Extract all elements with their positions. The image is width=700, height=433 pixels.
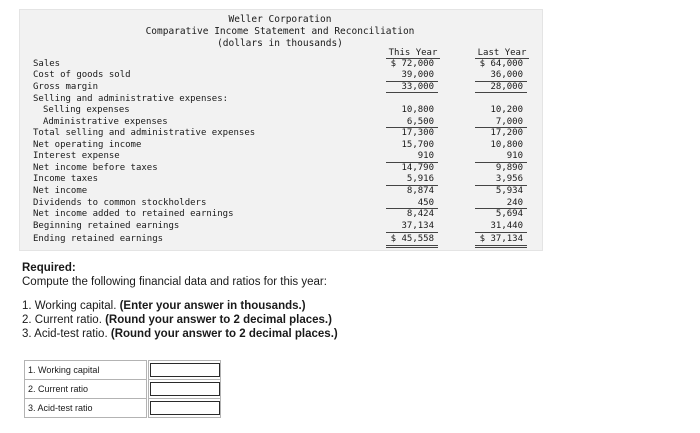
this-year-value: $ 45,558 xyxy=(390,234,434,244)
statement-units: (dollars in thousands) xyxy=(217,38,343,49)
table-row xyxy=(25,380,221,399)
row-label: Income taxes xyxy=(33,174,99,184)
last-year-value: 10,200 xyxy=(490,105,523,115)
last-year-value: 5,934 xyxy=(495,186,523,196)
row-label: Selling expenses xyxy=(43,105,130,115)
last-year-value: 31,440 xyxy=(490,221,523,231)
total-rule xyxy=(475,232,527,233)
row-label: Gross margin xyxy=(33,82,99,92)
row-label: Beginning retained earnings xyxy=(33,221,180,231)
row-label: Net income added to retained earnings xyxy=(33,209,234,219)
this-year-value: $ 72,000 xyxy=(390,59,434,69)
last-year-value: 240 xyxy=(506,198,523,208)
this-year-value: 450 xyxy=(417,198,434,208)
this-year-value: 14,790 xyxy=(401,163,434,173)
last-year-value: $ 64,000 xyxy=(479,59,523,69)
this-year-value: 6,500 xyxy=(406,117,434,127)
last-year-value: 28,000 xyxy=(490,82,523,92)
acid-test-ratio-input[interactable] xyxy=(150,401,220,415)
last-year-value: 3,956 xyxy=(495,174,523,184)
row-label: Cost of goods sold xyxy=(33,70,131,80)
working-capital-input[interactable] xyxy=(150,363,220,377)
answer-label: 3. Acid-test ratio xyxy=(25,399,147,418)
required-heading: Required: xyxy=(22,262,76,274)
this-year-value: 17,300 xyxy=(401,128,434,138)
row-label: Total selling and administrative expenses xyxy=(33,128,256,138)
last-year-value: 10,800 xyxy=(490,140,523,150)
row-label: Dividends to common stockholders xyxy=(33,198,207,208)
row-label: Interest expense xyxy=(33,151,120,161)
last-year-value: 7,000 xyxy=(495,117,523,127)
answer-label: 2. Current ratio xyxy=(25,380,147,399)
row-label: Sales xyxy=(33,59,61,69)
last-year-value: $ 37,134 xyxy=(479,234,523,244)
required-item: 3. Acid-test ratio. (Round your answer to 2 decimal places.) xyxy=(22,328,338,340)
required-item: 2. Current ratio. (Round your answer to 2 decimal places.) xyxy=(22,314,332,326)
row-label: Administrative expenses xyxy=(43,117,168,127)
this-year-value: 39,000 xyxy=(401,70,434,80)
row-label: Ending retained earnings xyxy=(33,234,164,244)
last-year-value: 5,694 xyxy=(495,209,523,219)
this-year-value: 8,874 xyxy=(406,186,434,196)
required-item: 1. Working capital. (Enter your answer in thousands.) xyxy=(22,300,306,312)
column-header-this-year: This Year xyxy=(388,48,438,58)
this-year-value: 15,700 xyxy=(401,140,434,150)
required-intro: Compute the following financial data and ratios for this year: xyxy=(22,276,327,288)
statement-company: Weller Corporation xyxy=(228,14,332,25)
this-year-value: 37,134 xyxy=(401,221,434,231)
this-year-value: 910 xyxy=(417,151,434,161)
answer-table xyxy=(24,360,221,418)
this-year-value: 5,916 xyxy=(406,174,434,184)
row-label: Net operating income xyxy=(33,140,142,150)
income-statement-panel xyxy=(19,9,543,251)
total-rule xyxy=(386,92,438,93)
this-year-value: 33,000 xyxy=(401,82,434,92)
double-total-rule xyxy=(386,245,438,248)
last-year-value: 9,890 xyxy=(495,163,523,173)
answer-label: 1. Working capital xyxy=(25,361,147,380)
total-rule xyxy=(386,232,438,233)
last-year-value: 910 xyxy=(506,151,523,161)
statement-subtitle: Comparative Income Statement and Reconciliation xyxy=(145,26,415,37)
total-rule xyxy=(475,92,527,93)
double-total-rule xyxy=(475,245,527,248)
row-label: Net income before taxes xyxy=(33,163,158,173)
table-row xyxy=(25,399,221,418)
current-ratio-input[interactable] xyxy=(150,382,220,396)
this-year-value: 8,424 xyxy=(406,209,434,219)
last-year-value: 17,200 xyxy=(490,128,523,138)
column-header-last-year: Last Year xyxy=(477,48,527,58)
last-year-value: 36,000 xyxy=(490,70,523,80)
table-row xyxy=(25,361,221,380)
row-label: Selling and administrative expenses: xyxy=(33,94,229,104)
row-label: Net income xyxy=(33,186,88,196)
this-year-value: 10,800 xyxy=(401,105,434,115)
